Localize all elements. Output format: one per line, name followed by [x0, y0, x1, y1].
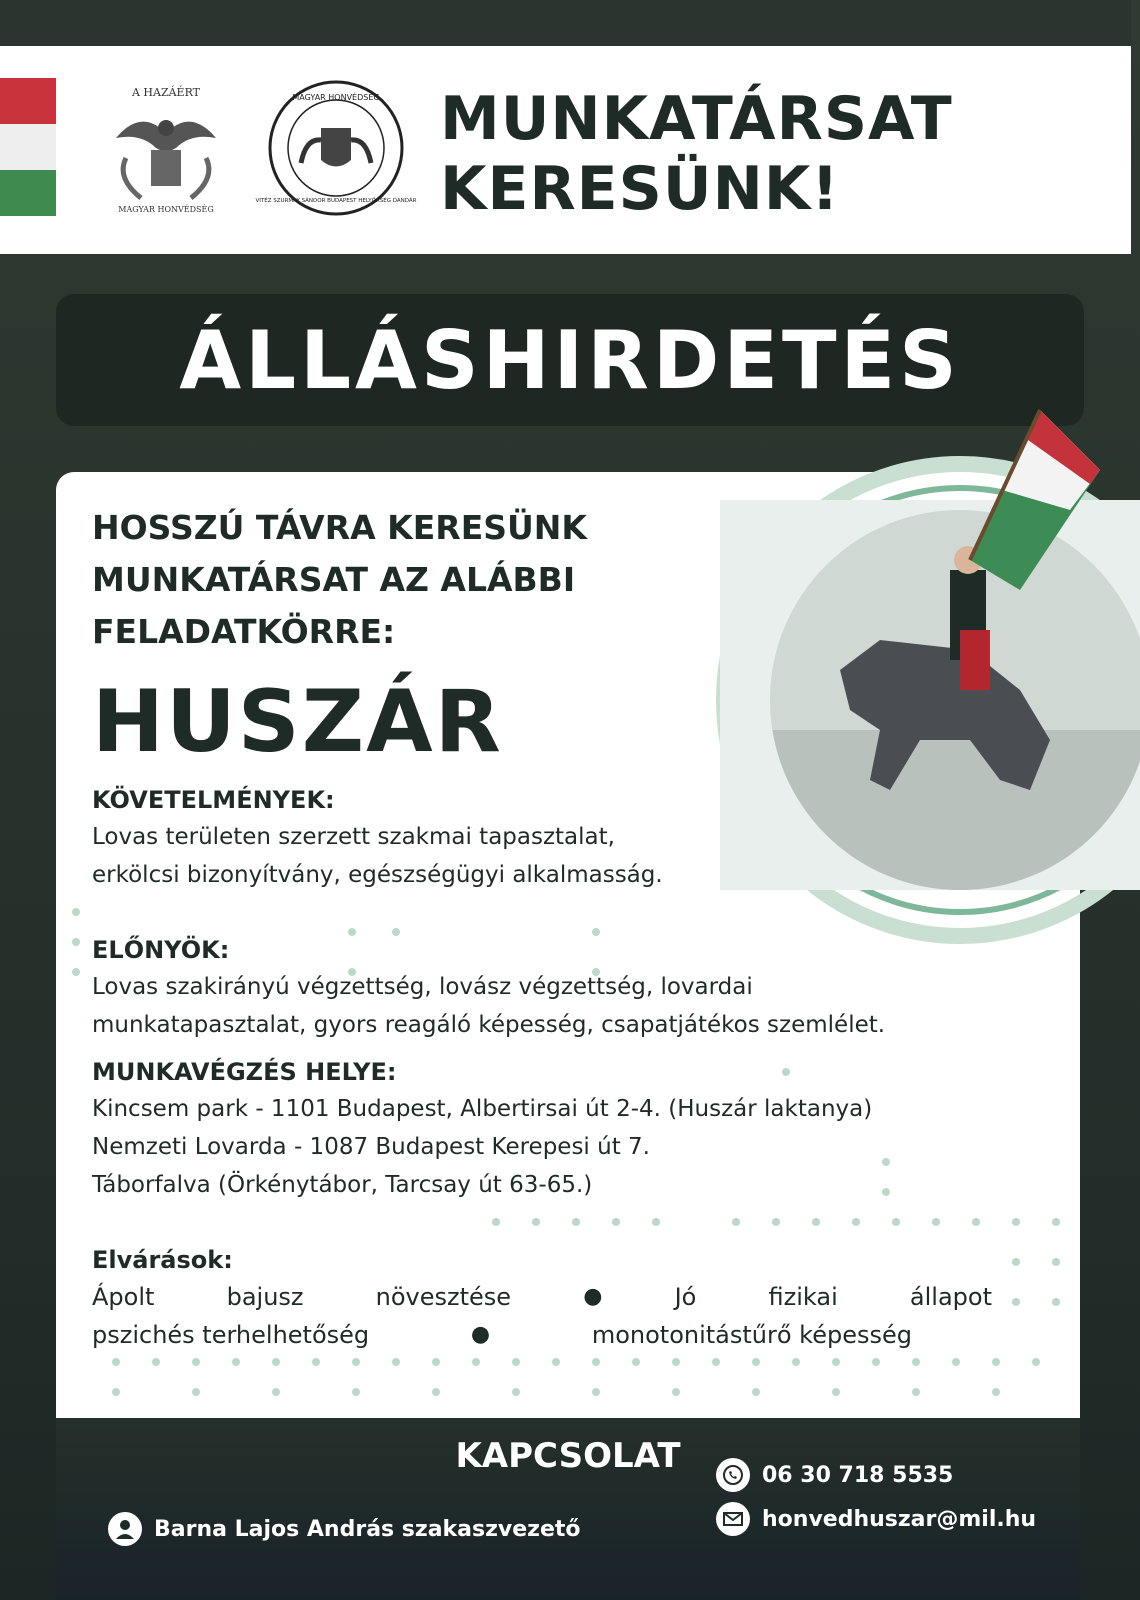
svg-text:MAGYAR HONVÉDSÉG: MAGYAR HONVÉDSÉG	[292, 93, 380, 102]
top-strip	[0, 0, 1131, 46]
header-title-line1: MUNKATÁRSAT	[440, 84, 953, 154]
expectations-heading: Elvárások:	[92, 1246, 233, 1274]
whatsapp-icon	[716, 1458, 750, 1492]
expect-word: fizikai	[768, 1283, 838, 1311]
hussar-photo	[720, 410, 1140, 970]
header-title-line2: KERESÜNK!	[440, 154, 840, 224]
lead-line3: FELADATKÖRRE:	[92, 612, 396, 651]
location-heading: MUNKAVÉGZÉS HELYE:	[92, 1058, 397, 1086]
email-address[interactable]: honvedhuszar@mil.hu	[762, 1506, 1037, 1532]
bullet-icon: ●	[470, 1322, 491, 1347]
expectations-row1	[92, 1278, 992, 1316]
svg-text:MAGYAR HONVÉDSÉG: MAGYAR HONVÉDSÉG	[118, 205, 214, 214]
advantages-line1: Lovas szakirányú végzettség, lovász végzettség, lovardai	[92, 974, 753, 1000]
email-icon	[716, 1502, 750, 1536]
advantages-line2: munkatapasztalat, gyors reagáló képesség, csapatjátékos szemlélet.	[92, 1012, 886, 1038]
user-icon	[108, 1512, 142, 1546]
contact-phone[interactable]	[716, 1458, 953, 1492]
expect-word: állapot	[909, 1283, 992, 1311]
contact-footer	[56, 1418, 1080, 1600]
header-title	[440, 84, 1120, 224]
requirements-line2: erkölcsi bizonyítvány, egészségügyi alkalmasság.	[92, 862, 663, 888]
expect-phrase: monotonitástűrő képesség	[591, 1321, 912, 1349]
job-ad-banner	[56, 294, 1084, 426]
contact-person	[108, 1512, 581, 1546]
brigade-seal-icon	[255, 78, 417, 218]
requirements-heading: KÖVETELMÉNYEK:	[92, 786, 335, 814]
location-line1: Kincsem park - 1101 Budapest, Albertirsai út 2-4. (Huszár laktanya)	[92, 1096, 873, 1122]
location-line3: Táborfalva (Örkénytábor, Tarcsay út 63-65.)	[92, 1172, 593, 1198]
contact-title: KAPCSOLAT	[455, 1436, 681, 1476]
lead-line1: HOSSZÚ TÁVRA KERESÜNK	[92, 508, 587, 547]
eagle-emblem-icon	[96, 78, 236, 218]
lead-text	[92, 502, 692, 658]
requirements-line1: Lovas területen szerzett szakmai tapasztalat,	[92, 824, 615, 850]
hungarian-flag-icon	[0, 78, 56, 216]
location-line2: Nemzeti Lovarda - 1087 Budapest Kerepesi út 7.	[92, 1134, 650, 1160]
advantages-heading: ELŐNYÖK:	[92, 936, 230, 964]
bullet-icon: ●	[583, 1284, 603, 1309]
expect-word: Jó	[674, 1283, 697, 1311]
header	[0, 46, 1131, 254]
contact-email[interactable]	[716, 1502, 1036, 1536]
expect-word: bajusz	[226, 1283, 304, 1311]
expect-word: növesztése	[375, 1283, 512, 1311]
expect-phrase: pszichés terhelhetőség	[92, 1321, 370, 1349]
svg-text:A HAZÁÉRT: A HAZÁÉRT	[131, 86, 201, 99]
expect-word: Ápolt	[92, 1283, 155, 1311]
role-title: HUSZÁR	[92, 672, 503, 772]
expectations-row2	[92, 1316, 912, 1354]
lead-line2: MUNKATÁRSAT AZ ALÁBBI	[92, 560, 576, 599]
contact-person-name: Barna Lajos András szakaszvezető	[154, 1516, 581, 1542]
banner-label: ÁLLÁSHIRDETÉS	[179, 313, 961, 407]
phone-number[interactable]: 06 30 718 5535	[762, 1462, 954, 1488]
svg-text:VITÉZ SZURMAY SÁNDOR BUDAPEST: VITÉZ SZURMAY SÁNDOR BUDAPEST HELYŐRSÉG DANDÁR	[255, 198, 417, 204]
